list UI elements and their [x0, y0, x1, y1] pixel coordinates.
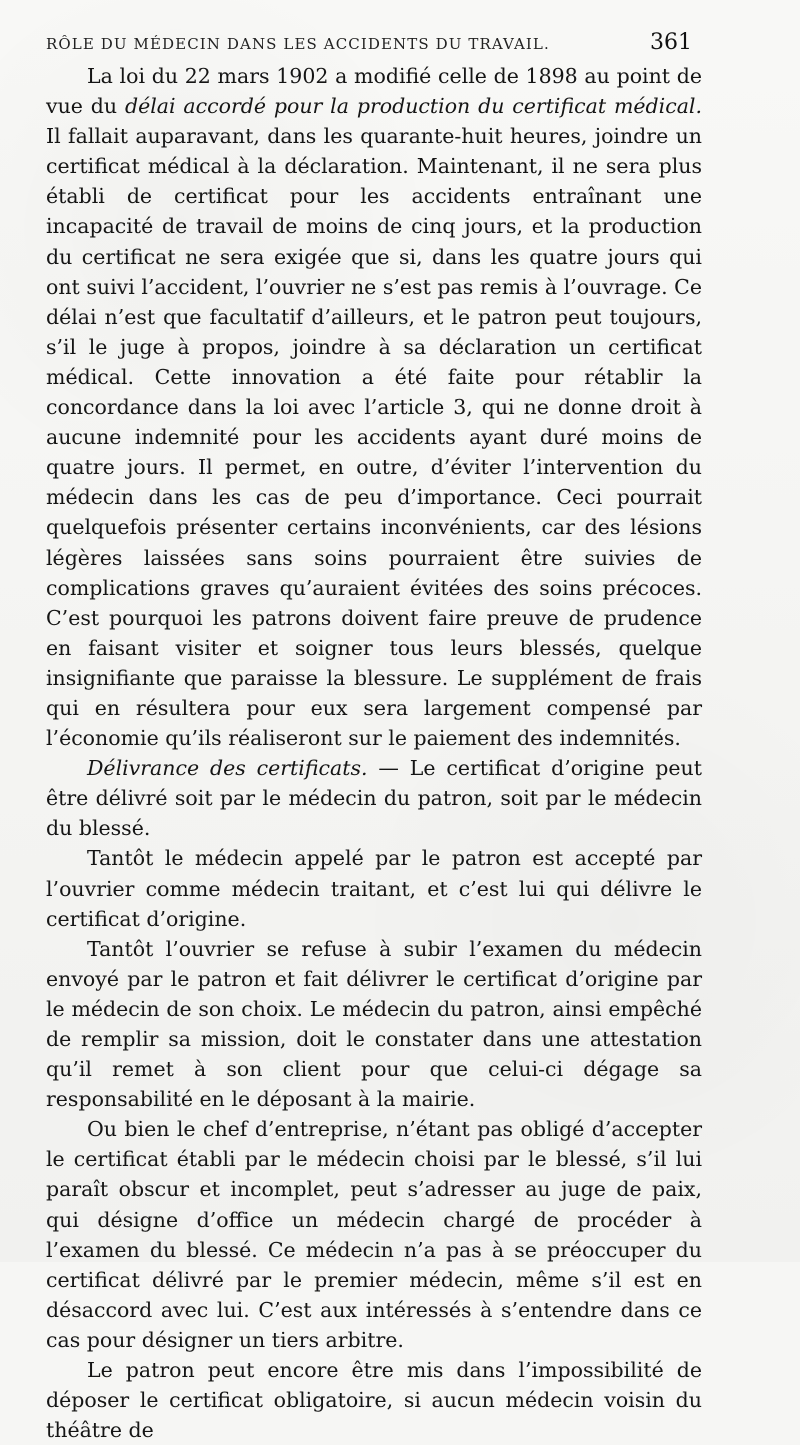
paragraph-certificate-deadline	[46, 61, 702, 753]
paragraph-text: — Le certificat d’origine peut être délivré soit par le médecin du patron, soit par le médecin du blessé.	[46, 756, 703, 841]
italic-phrase: délai accordé pour la production du certificat médical.	[124, 94, 702, 119]
paragraph-chef-entreprise: Ou bien le chef d’entreprise, n’étant pas obligé d’accepter le certificat établi par le médecin choisi par le blessé, s’il lui paraît obscur et incomplet, peut s’adresser au juge de paix, qui désigne d’office un médecin chargé de procéder à l’examen du blessé. Ce médecin n’a pas à se préoccuper du certificat délivré par le premier médecin, même s’il est en désaccord avec lui. C’est aux intéressés à s’entendre dans ce cas pour désigner un tiers arbitre.	[46, 1117, 702, 1352]
paragraph-text: La loi du 22 mars 1902 a modifié celle de 1898 au point de vue du	[46, 64, 702, 119]
section-heading: Délivrance des certificats.	[87, 756, 368, 781]
paragraph-text: Il fallait auparavant, dans les quarante-huit heures, joindre un certificat médical à la déclaration. Maintenant, il ne sera plus établi de certificat pour les accidents entraînant une incapacité de travail de moins de cinq jours, et la production du certificat ne sera exigée que si, dans les quatre jours qui ont suivi l’accident, l’ouvrier ne s’est pas remis à l’ouvrage. Ce délai n’est que facultatif d’ailleurs, et le patron peut toujours, s’il le juge à propos, joindre à sa déclaration un certificat médical. Cette innovation a été faite pour rétablir la concordance dans la loi avec l’article 3, qui ne donne droit à aucune indemnité pour les accidents ayant duré moins de quatre jours. Il permet, en outre, d’éviter l’intervention du médecin dans les cas de peu d’importance. Ceci pourrait quelquefois présenter certains inconvénients, car des lésions légères laissées sans soins pourraient être suivies de complications graves qu’auraient évitées des soins précoces. C’est pourquoi les patrons doivent faire preuve de prudence en faisant visiter et soigner tous leurs blessés, quelque insignifiante que paraisse la blessure. Le supplément de frais qui en résultera pour eux sera largement compensé par l’économie qu’ils réaliseront sur le paiement des indemnités.	[46, 124, 702, 751]
running-title: RÔLE DU MÉDECIN DANS LES ACCIDENTS DU TRAVAIL.	[46, 35, 550, 53]
paragraph-delivery-certificates	[46, 753, 702, 843]
page-number: 361	[650, 30, 692, 55]
paragraph-patron-impossibility: Le patron peut encore être mis dans l’impossibilité de déposer le certificat obligatoire, si aucun médecin voisin du théâtre de	[46, 1358, 702, 1443]
page-header	[46, 30, 702, 55]
paragraph-worker-refusal: Tantôt l’ouvrier se refuse à subir l’examen du médecin envoyé par le patron et fait délivrer le certificat d’origine par le médecin de son choix. Le médecin du patron, ainsi empêché de remplir sa mission, doit le constater dans une attestation qu’il remet à son client pour que celui-ci dégage sa responsabilité en le déposant à la mairie.	[46, 936, 702, 1112]
paragraph-patron-doctor-accepted: Tantôt le médecin appelé par le patron est accepté par l’ouvrier comme médecin traitant, et c’est lui qui délivre le certificat d’origine.	[46, 846, 702, 931]
page-text	[46, 61, 702, 1445]
